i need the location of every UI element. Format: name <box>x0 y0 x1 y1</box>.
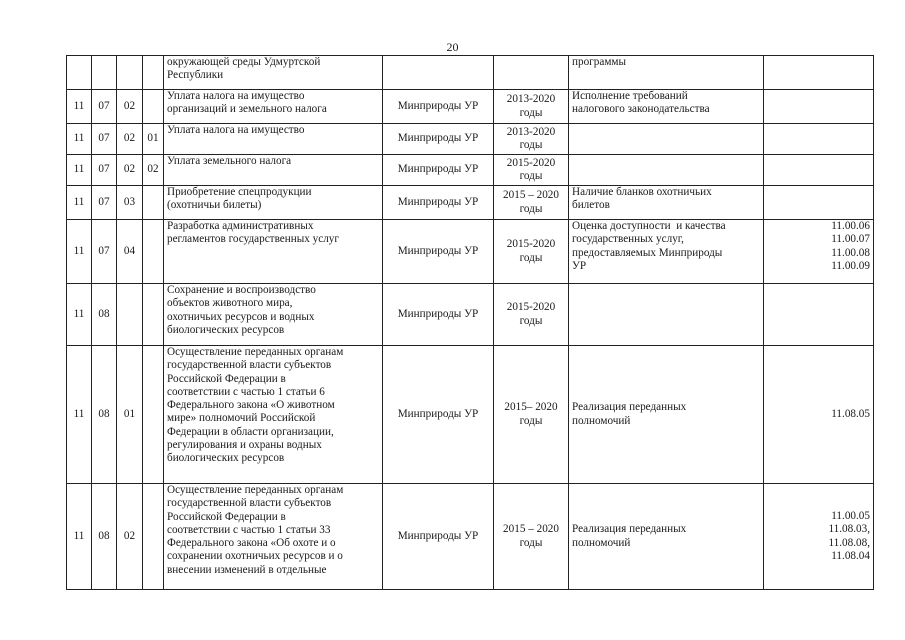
measure-name-cell <box>164 220 383 284</box>
m-code-cell <box>143 56 164 90</box>
om-code-cell: 02 <box>117 90 143 124</box>
result-cell-line: полномочий <box>572 536 631 549</box>
measure-name-cell <box>164 484 383 590</box>
measure-name-cell-line: организаций и земельного налога <box>167 103 327 116</box>
measure-name-cell-line: охотничьих ресурсов и водных <box>167 310 315 323</box>
measure-name-cell <box>164 284 383 346</box>
indicators-cell <box>764 220 874 284</box>
indicators-cell-line: 11.00.06 <box>831 220 870 232</box>
term-cell-line: 2015-2020 <box>506 238 556 251</box>
measure-name-cell-line: сохранении охотничьих ресурсов и о <box>167 550 343 563</box>
m-code-cell: 01 <box>143 124 164 155</box>
term-cell <box>494 220 569 284</box>
result-cell <box>569 220 764 284</box>
pp-code-cell: 07 <box>92 90 117 124</box>
gp-code-cell: 11 <box>67 220 92 284</box>
indicators-cell <box>764 186 874 220</box>
result-cell <box>569 56 764 90</box>
measure-name-cell-line: биологических ресурсов <box>167 452 285 465</box>
table-row <box>67 284 874 346</box>
executor-cell: Минприроды УР <box>383 186 494 220</box>
indicators-cell <box>764 90 874 124</box>
pp-code-cell: 07 <box>92 220 117 284</box>
term-cell-line: 2013-2020 <box>506 93 556 106</box>
executor-cell: Минприроды УР <box>383 284 494 346</box>
result-cell-line: программы <box>572 56 626 68</box>
term-cell <box>494 56 569 90</box>
table-body <box>67 56 874 590</box>
measure-name-cell-line: соответствии с частью 1 статьи 6 <box>167 385 325 398</box>
measure-name-cell <box>164 56 383 90</box>
measure-name-cell-line: объектов животного мира, <box>167 297 293 310</box>
measure-name-cell-line: регулирования и охраны водных <box>167 439 322 452</box>
measure-name-cell <box>164 90 383 124</box>
gp-code-cell: 11 <box>67 155 92 186</box>
gp-code-cell: 11 <box>67 346 92 484</box>
result-cell <box>569 124 764 155</box>
result-cell <box>569 155 764 186</box>
indicators-cell-line: 11.00.08 <box>831 246 870 259</box>
result-cell-line: билетов <box>572 199 610 212</box>
indicators-cell-line: 11.08.05 <box>831 407 870 420</box>
gp-code-cell <box>67 56 92 90</box>
result-cell-line: УР <box>572 259 587 272</box>
m-code-cell <box>143 284 164 346</box>
measure-name-cell-line: регламентов государственных услуг <box>167 233 339 246</box>
term-cell <box>494 346 569 484</box>
result-cell-line: Реализация переданных <box>572 401 687 414</box>
om-code-cell: 02 <box>117 124 143 155</box>
measure-name-cell-line: Уплата налога на имущество <box>167 124 305 136</box>
indicators-cell <box>764 155 874 186</box>
m-code-cell <box>143 346 164 484</box>
om-code-cell: 01 <box>117 346 143 484</box>
result-cell-line: полномочий <box>572 414 631 427</box>
result-cell-line: Наличие бланков охотничьих <box>572 186 712 198</box>
measure-name-cell-line: внесении изменений в отдельные <box>167 563 327 576</box>
indicators-cell <box>764 484 874 590</box>
indicators-cell-line: 11.08.08, <box>828 536 870 549</box>
gp-code-cell: 11 <box>67 186 92 220</box>
measure-name-cell <box>164 186 383 220</box>
indicators-cell-line: 11.00.05 <box>831 509 870 522</box>
term-cell-line: годы <box>519 414 543 427</box>
term-cell <box>494 284 569 346</box>
term-cell-line: 2015 – 2020 <box>503 189 559 202</box>
indicators-cell-line: 11.00.09 <box>831 259 870 272</box>
gp-code-cell: 11 <box>67 284 92 346</box>
term-cell-line: годы <box>519 251 543 264</box>
m-code-cell <box>143 186 164 220</box>
m-code-cell: 02 <box>143 155 164 186</box>
measure-name-cell-line: Осуществление переданных органам <box>167 484 344 496</box>
gp-code-cell: 11 <box>67 90 92 124</box>
term-cell-line: 2015-2020 <box>506 301 556 314</box>
term-cell <box>494 124 569 155</box>
m-code-cell <box>143 90 164 124</box>
indicators-cell <box>764 346 874 484</box>
term-cell-line: годы <box>519 314 543 327</box>
result-cell <box>569 284 764 346</box>
pp-code-cell <box>92 56 117 90</box>
result-cell <box>569 90 764 124</box>
measure-name-cell-line: Федерального закона «Об охоте и о <box>167 537 336 550</box>
table-row <box>67 484 874 590</box>
indicators-cell <box>764 284 874 346</box>
table-row <box>67 186 874 220</box>
m-code-cell <box>143 220 164 284</box>
measure-name-cell-line: Уплата налога на имущество <box>167 90 305 102</box>
pp-code-cell: 07 <box>92 124 117 155</box>
result-cell-line: Оценка доступности и качества <box>572 220 726 232</box>
term-cell-line: 2015– 2020 <box>504 401 558 414</box>
pp-code-cell: 07 <box>92 155 117 186</box>
term-cell-line: годы <box>519 139 543 151</box>
result-cell-line: налогового законодательства <box>572 103 710 116</box>
term-cell <box>494 155 569 186</box>
om-code-cell: 03 <box>117 186 143 220</box>
result-cell <box>569 484 764 590</box>
indicators-cell <box>764 124 874 155</box>
om-code-cell: 02 <box>117 484 143 590</box>
term-cell <box>494 186 569 220</box>
pp-code-cell: 08 <box>92 346 117 484</box>
measure-name-cell <box>164 346 383 484</box>
table-row <box>67 56 874 90</box>
term-cell-line: 2013-2020 <box>506 125 556 138</box>
term-cell-line: годы <box>519 202 543 215</box>
measure-name-cell <box>164 124 383 155</box>
executor-cell: Минприроды УР <box>383 220 494 284</box>
executor-cell <box>383 56 494 90</box>
executor-cell: Минприроды УР <box>383 90 494 124</box>
measure-name-cell-line: государственной власти субъектов <box>167 359 332 372</box>
pp-code-cell: 08 <box>92 284 117 346</box>
term-cell-line: 2015-2020 <box>506 156 556 169</box>
term-cell <box>494 90 569 124</box>
program-table <box>66 55 874 590</box>
om-code-cell: 02 <box>117 155 143 186</box>
measure-name-cell-line: Федерального закона «О животном <box>167 399 335 412</box>
page-number: 20 <box>446 40 459 54</box>
measure-name-cell-line: (охотничьи билеты) <box>167 199 262 212</box>
result-cell-line: Реализация переданных <box>572 523 687 536</box>
measure-name-cell-line: Сохранение и воспроизводство <box>167 284 316 296</box>
term-cell-line: годы <box>519 170 543 182</box>
indicators-cell-line: 11.08.04 <box>831 549 870 562</box>
table-row <box>67 346 874 484</box>
measure-name-cell-line: Российской Федерации в <box>167 510 286 523</box>
measure-name-cell-line: Российской Федерации в <box>167 372 286 385</box>
m-code-cell <box>143 484 164 590</box>
measure-name-cell-line: государственной власти субъектов <box>167 497 332 510</box>
result-cell-line: государственных услуг, <box>572 233 684 246</box>
measure-name-cell-line: мире» полномочий Российской <box>167 412 316 425</box>
measure-name-cell-line: Уплата земельного налога <box>167 155 292 167</box>
measure-name-cell-line: Республики <box>167 69 224 82</box>
measure-name-cell-line: Разработка административных <box>167 220 314 232</box>
table-row <box>67 90 874 124</box>
measure-name-cell-line: соответствии с частью 1 статьи 33 <box>167 523 331 536</box>
table-row <box>67 220 874 284</box>
result-cell <box>569 346 764 484</box>
om-code-cell: 04 <box>117 220 143 284</box>
term-cell-line: годы <box>519 536 543 549</box>
pp-code-cell: 08 <box>92 484 117 590</box>
result-cell-line: Исполнение требований <box>572 90 688 102</box>
measure-name-cell <box>164 155 383 186</box>
om-code-cell <box>117 56 143 90</box>
executor-cell: Минприроды УР <box>383 346 494 484</box>
pp-code-cell: 07 <box>92 186 117 220</box>
measure-name-cell-line: биологических ресурсов <box>167 323 285 336</box>
table-row <box>67 124 874 155</box>
executor-cell: Минприроды УР <box>383 484 494 590</box>
indicators-cell-line: 11.08.03, <box>828 523 870 536</box>
result-cell <box>569 186 764 220</box>
executor-cell: Минприроды УР <box>383 155 494 186</box>
term-cell <box>494 484 569 590</box>
gp-code-cell: 11 <box>67 484 92 590</box>
result-cell-line: предоставляемых Минприроды <box>572 246 723 259</box>
term-cell-line: 2015 – 2020 <box>503 523 559 536</box>
measure-name-cell-line: Осуществление переданных органам <box>167 346 344 358</box>
executor-cell: Минприроды УР <box>383 124 494 155</box>
gp-code-cell: 11 <box>67 124 92 155</box>
measure-name-cell-line: Приобретение спецпродукции <box>167 186 312 198</box>
indicators-cell-line: 11.00.07 <box>831 233 870 246</box>
term-cell-line: годы <box>519 106 543 119</box>
table-row <box>67 155 874 186</box>
measure-name-cell-line: Федерации в области организации, <box>167 425 334 438</box>
indicators-cell <box>764 56 874 90</box>
om-code-cell <box>117 284 143 346</box>
measure-name-cell-line: окружающей среды Удмуртской <box>167 56 321 68</box>
